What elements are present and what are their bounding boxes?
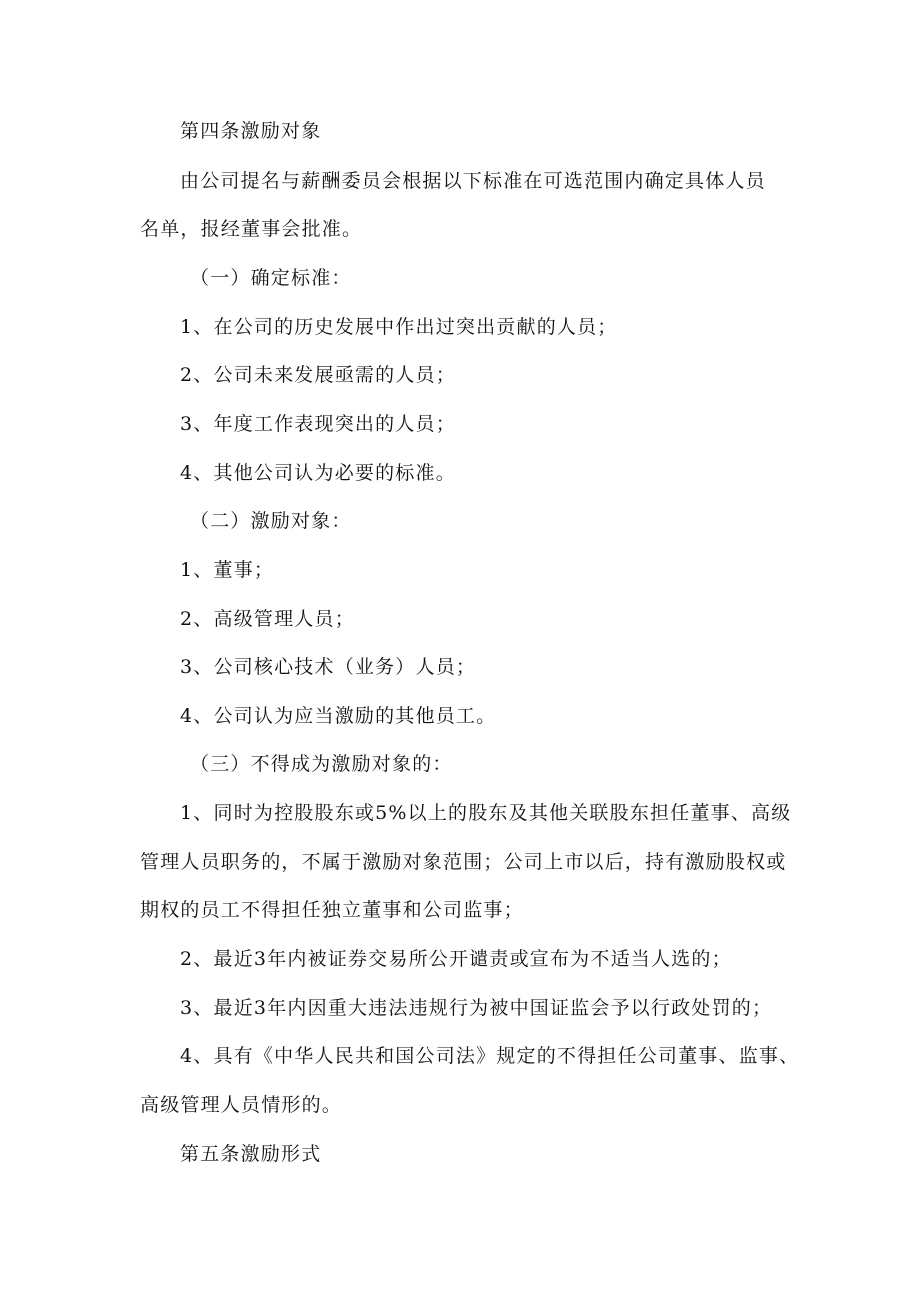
section-heading-2: （二）激励对象： [190,510,352,532]
list-item: 4、具有《中华人民共和国公司法》规定的不得担任公司董事、监事、 [180,1045,800,1067]
list-item: 4、其他公司认为必要的标准。 [180,462,456,484]
section-heading-1: （一）确定标准： [190,267,352,289]
paragraph-line: 名单，报经董事会批准。 [140,218,363,240]
list-item: 1、在公司的历史发展中作出过突出贡献的人员； [180,316,618,338]
paragraph-line: 期权的员工不得担任独立董事和公司监事； [140,899,524,921]
article-5-heading: 第五条激励形式 [180,1143,322,1165]
list-item: 4、公司认为应当激励的其他员工。 [180,705,497,727]
paragraph-line: 由公司提名与薪酬委员会根据以下标准在可选范围内确定具体人员 [180,170,766,192]
list-item: 3、公司核心技术（业务）人员； [180,656,477,678]
paragraph-line: 高级管理人员情形的。 [140,1094,343,1116]
paragraph-line: 管理人员职务的，不属于激励对象范围；公司上市以后，持有激励股权或 [140,851,787,873]
section-heading-3: （三）不得成为激励对象的： [190,753,453,775]
list-item: 2、公司未来发展亟需的人员； [180,364,456,386]
list-item: 1、董事； [180,559,275,581]
list-item: 1、同时为控股股东或5%以上的股东及其他关联股东担任董事、高级 [180,802,792,824]
list-item: 3、年度工作表现突出的人员； [180,413,456,435]
article-4-heading: 第四条激励对象 [180,120,322,142]
list-item: 2、高级管理人员； [180,608,355,630]
list-item: 3、最近3年内因重大违法违规行为被中国证监会予以行政处罚的； [180,997,773,1019]
list-item: 2、最近3年内被证券交易所公开谴责或宣布为不适当人选的； [180,948,732,970]
